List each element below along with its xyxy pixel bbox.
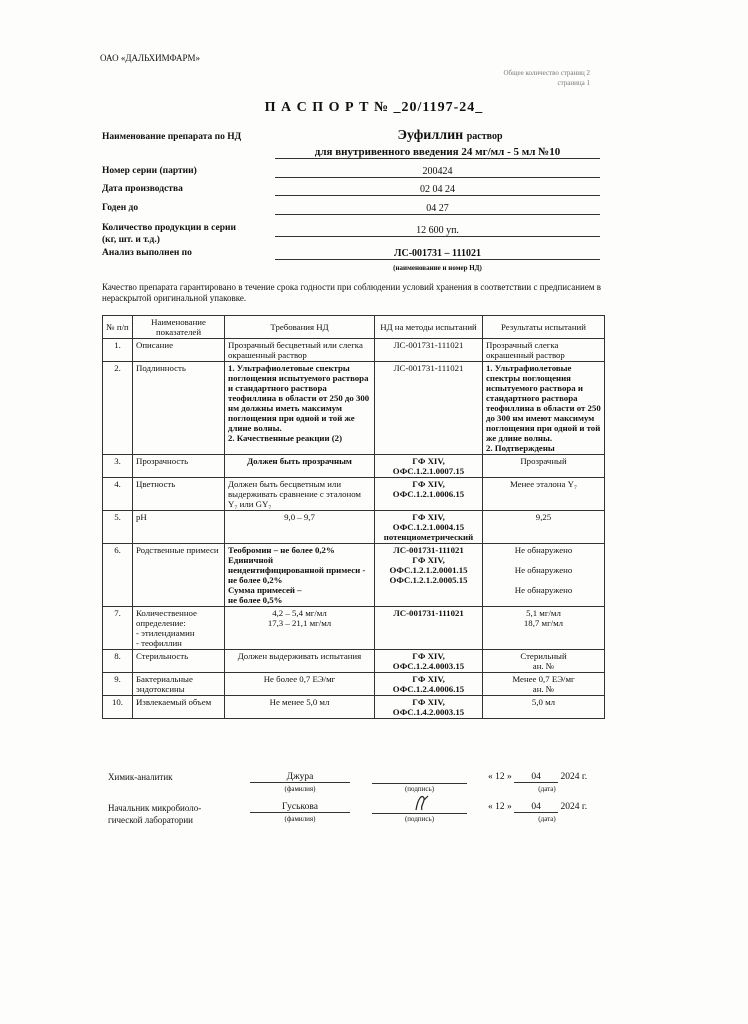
analysis-value: ЛС-001731 – 111021	[275, 248, 600, 260]
cell-num: 4.	[103, 478, 133, 511]
cell-name: Прозрачность	[133, 455, 225, 478]
microbiology-head-date-day: « 12 »	[488, 802, 512, 812]
cell-requirements: Должен быть бесцветным или выдерживать сравнение с эталоном Y₇ или GY₇	[225, 478, 375, 511]
microbiology-head-name-sub: (фамилия)	[284, 815, 316, 823]
cell-requirements: 1. Ультрафиолетовые спектры поглощения испытуемого раствора и стандартного раствора теофиллина в области от 250 до 300 нм должны иметь максимум поглощения при одной и той же длине волны. 2. Качественные реакции (2)	[225, 362, 375, 455]
cell-num: 8.	[103, 650, 133, 673]
cell-requirements: Не более 0,7 ЕЭ/мг	[225, 673, 375, 696]
cell-result: Менее эталона Y₇	[483, 478, 605, 511]
microbiology-head-sign-sub: (подпись)	[404, 815, 435, 823]
cell-result: Не обнаружено Не обнаружено Не обнаружено	[483, 544, 605, 607]
chemist-date-month: 04	[514, 772, 558, 783]
cell-method: ГФ XIV, ОФС.1.2.1.0006.15	[375, 478, 483, 511]
chemist-date-day: « 12 »	[488, 772, 512, 782]
cell-name: Количественное определение: - этилендиамин - теофиллин	[133, 607, 225, 650]
cell-num: 1.	[103, 339, 133, 362]
table-row	[103, 362, 605, 455]
col-header-num: № п/п	[103, 316, 133, 339]
cell-result: Прозрачный	[483, 455, 605, 478]
cell-method: ГФ XIV, ОФС.1.2.1.0004.15 потенциометрический	[375, 511, 483, 544]
table-row	[103, 544, 605, 607]
page-number: страница 1	[557, 79, 590, 87]
signature-scribble-icon	[372, 792, 467, 814]
production-date-label: Дата производства	[102, 184, 183, 194]
microbiology-head-date-year: 2024 г.	[560, 802, 588, 812]
product-name-label: Наименование препарата по НД	[102, 132, 242, 142]
table-row	[103, 673, 605, 696]
cell-method: ГФ XIV, ОФС.1.2.1.0007.15	[375, 455, 483, 478]
quantity-value: 12 600 уп.	[275, 225, 600, 237]
page-info	[504, 68, 591, 88]
col-header-requirements: Требования НД	[225, 316, 375, 339]
quantity-label-line1: Количество продукции в серии	[102, 223, 236, 233]
microbiology-head-name: Гуськова	[250, 802, 350, 813]
cell-requirements: Не менее 5,0 мл	[225, 696, 375, 719]
col-header-name: Наименование показателей	[133, 316, 225, 339]
chemist-date-year: 2024 г.	[560, 772, 588, 782]
product-name-main: Эуфиллин	[397, 128, 464, 143]
table-row	[103, 478, 605, 511]
chemist-name: Джура	[250, 772, 350, 783]
cell-result: 5,0 мл	[483, 696, 605, 719]
production-date-value: 02 04 24	[275, 184, 600, 196]
cell-method: ЛС-001731-111021	[375, 362, 483, 455]
microbiology-head-signature-line	[372, 802, 467, 814]
cell-name: Бактериальные эндотоксины	[133, 673, 225, 696]
cell-method: ЛС-001731-111021	[375, 339, 483, 362]
chemist-date	[488, 772, 606, 783]
cell-method: ГФ XIV, ОФС.1.4.2.0003.15	[375, 696, 483, 719]
quality-statement: Качество препарата гарантировано в течение срока годности при соблюдении условий хранения в соответствии с предписанием в нераскрытой оригинальной упаковке.	[102, 282, 602, 303]
cell-num: 2.	[103, 362, 133, 455]
cell-result: 5,1 мг/мл 18,7 мг/мл	[483, 607, 605, 650]
cell-name: Стерильность	[133, 650, 225, 673]
cell-name: Цветность	[133, 478, 225, 511]
cell-requirements: Теобромин – не более 0,2% Единичной неидентифицированной примеси - не более 0,2% Сумма примесей – не более 0,5%	[225, 544, 375, 607]
cell-result: 1. Ультрафиолетовые спектры поглощения испытуемого раствора и стандартного раствора теофиллина в области от 250 до 300 нм имеют максимум поглощения при одной и той же длине волны. 2. Подтверждены	[483, 362, 605, 455]
product-name-suffix: раствор	[466, 131, 503, 142]
table-row	[103, 455, 605, 478]
cell-result: Менее 0,7 ЕЭ/мг ан. №	[483, 673, 605, 696]
cell-num: 6.	[103, 544, 133, 607]
passport-title: П А С П О Р Т № _20/1197-24_	[264, 100, 484, 115]
cell-name: Подлинность	[133, 362, 225, 455]
cell-num: 5.	[103, 511, 133, 544]
cell-name: Родственные примеси	[133, 544, 225, 607]
microbiology-head-role	[108, 802, 201, 826]
cell-requirements: 9,0 – 9,7	[225, 511, 375, 544]
cell-requirements: Должен выдерживать испытания	[225, 650, 375, 673]
table-row	[103, 511, 605, 544]
microbiology-head-date-sub: (дата)	[538, 815, 556, 823]
chemist-sign-sub: (подпись)	[404, 785, 435, 793]
cell-method: ГФ XIV, ОФС.1.2.4.0003.15	[375, 650, 483, 673]
cell-result: Прозрачный слегка окрашенный раствор	[483, 339, 605, 362]
cell-method: ЛС-001731-111021 ГФ XIV, ОФС.1.2.1.2.0001.15 ОФС.1.2.1.2.0005.15	[375, 544, 483, 607]
analysis-sub: (наименование и номер НД)	[393, 264, 482, 272]
cell-requirements: 4,2 – 5,4 мг/мл 17,3 – 21,1 мг/мл	[225, 607, 375, 650]
cell-num: 9.	[103, 673, 133, 696]
cell-name: Описание	[133, 339, 225, 362]
table-row	[103, 650, 605, 673]
cell-result: 9,25	[483, 511, 605, 544]
microbiology-head-date-month: 04	[514, 802, 558, 813]
company-name: ОАО «ДАЛЬХИМФАРМ»	[100, 53, 201, 63]
chemist-name-sub: (фамилия)	[284, 785, 316, 793]
microbiology-head-role-line2: гической лаборатории	[108, 815, 194, 825]
chemist-date-sub: (дата)	[538, 785, 556, 793]
cell-name: pH	[133, 511, 225, 544]
quantity-label-line2: (кг, шт. и т.д.)	[102, 235, 160, 245]
cell-requirements: Прозрачный бесцветный или слегка окрашенный раствор	[225, 339, 375, 362]
microbiology-head-date	[488, 802, 606, 813]
table-header-row	[103, 316, 605, 339]
cell-method: ЛС-001731-111021	[375, 607, 483, 650]
cell-result: Стерильный ан. №	[483, 650, 605, 673]
page-count: Общее количество страниц 2	[503, 69, 590, 77]
chemist-role: Химик-аналитик	[108, 772, 173, 782]
series-label: Номер серии (партии)	[102, 166, 197, 176]
microbiology-head-role-line1: Начальник микробиоло-	[108, 803, 202, 813]
cell-method: ГФ XIV, ОФС.1.2.4.0006.15	[375, 673, 483, 696]
product-name	[300, 128, 600, 144]
cell-requirements: Должен быть прозрачным	[225, 455, 375, 478]
expiry-label: Годен до	[102, 203, 139, 213]
chemist-signature-line	[372, 772, 467, 784]
test-results-table	[102, 315, 605, 719]
col-header-methods: НД на методы испытаний	[375, 316, 483, 339]
expiry-value: 04 27	[275, 203, 600, 215]
table-row	[103, 696, 605, 719]
quantity-label	[102, 222, 236, 246]
analysis-label: Анализ выполнен по	[102, 248, 192, 258]
cell-num: 3.	[103, 455, 133, 478]
table-row	[103, 339, 605, 362]
table-row	[103, 607, 605, 650]
col-header-results: Результаты испытаний	[483, 316, 605, 339]
cell-num: 7.	[103, 607, 133, 650]
cell-num: 10.	[103, 696, 133, 719]
product-form: для внутривенного введения 24 мг/мл - 5 мл №10	[275, 146, 600, 159]
cell-name: Извлекаемый объем	[133, 696, 225, 719]
series-value: 200424	[275, 166, 600, 178]
